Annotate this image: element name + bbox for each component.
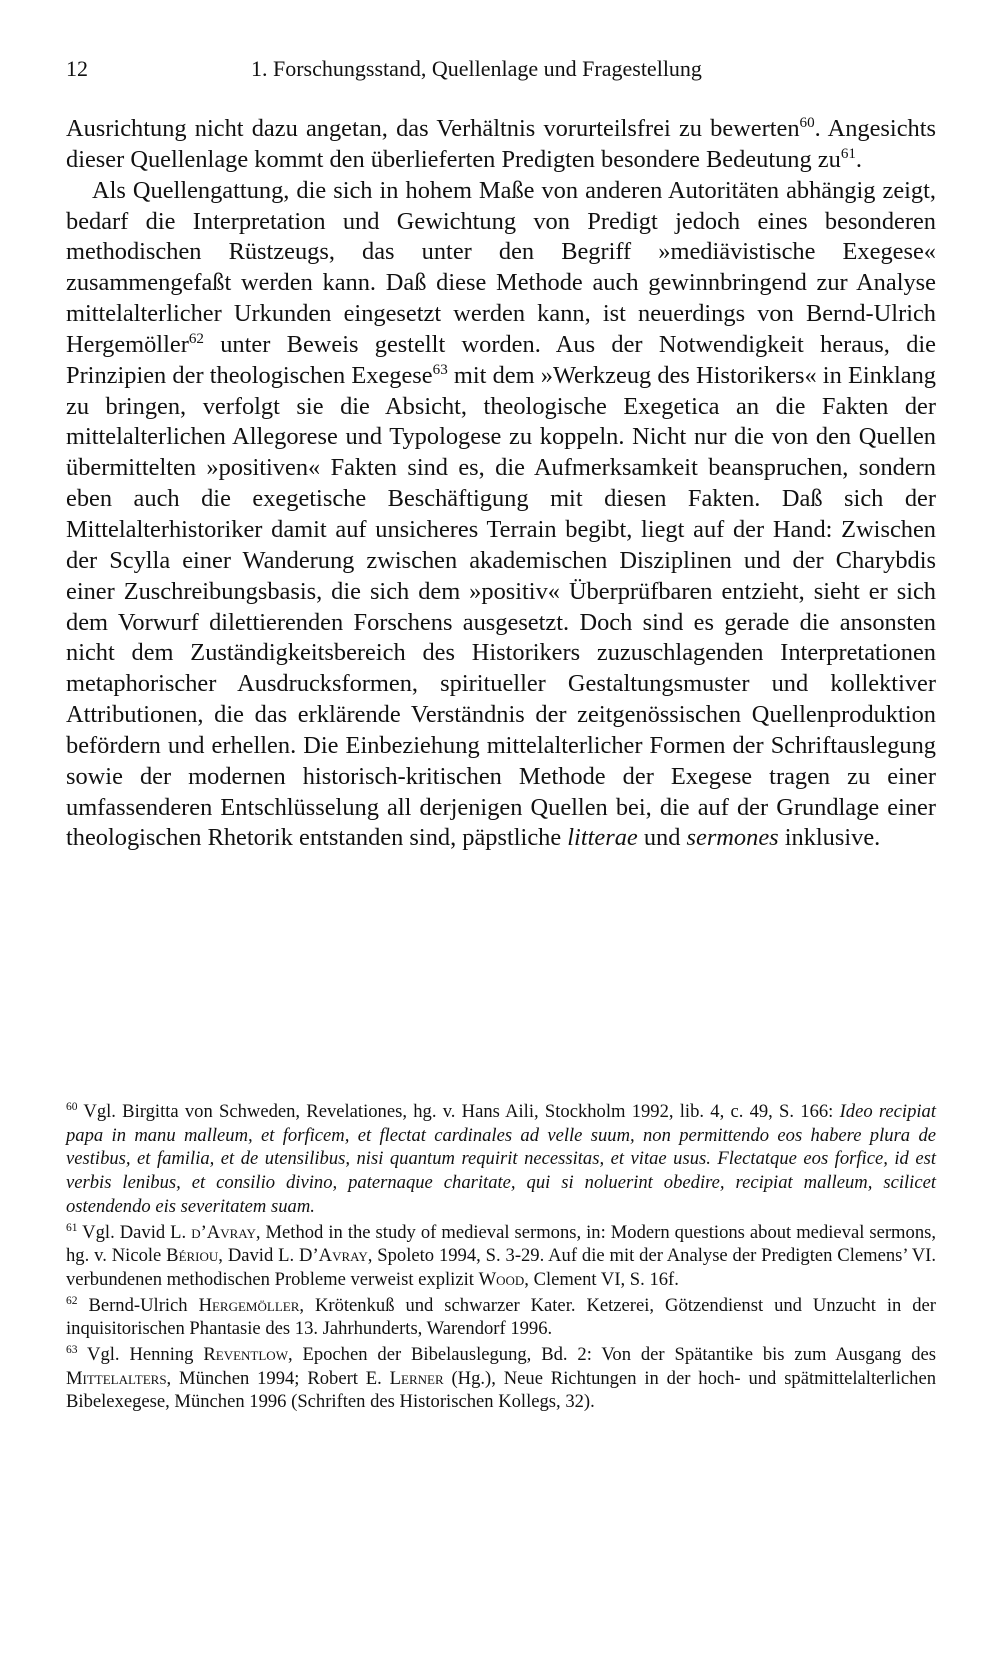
footnote-ref-61: 61 [840, 145, 856, 162]
text-run: unter Beweis gestellt worden. Aus der Notwendigkeit heraus, die Prinzipien der theologischen Exegese [66, 330, 936, 389]
latin-quote: Ideo recipiat papa in manu malleum, et forficem, et flectat cardinales ad velle suum, non permittendo eos habere plura de vestibus, et familia, et de utensilibus, nisi quantum requirit necessitas, et vitae usus. Flectatque eos forfice, id est verbis lenibus, et consilio divino, paternaque charitate, qui si noluerint obedire, recipiat malleum, scilicet ostendendo eis severitatem suam. [66, 1101, 936, 1217]
text-run: , Spoleto 1994, S. 3-29. Auf die mit der Analyse der Predigten Clemens’ VI. verbundenen methodischen Probleme verweist explizit [66, 1245, 936, 1290]
main-text [66, 114, 936, 854]
text-run: , Clement VI, S. 16f. [524, 1268, 679, 1290]
text-run: , Method in the study of medieval sermons, in: Modern questions about medieval sermons, hg. v. Nicole [66, 1221, 936, 1267]
text-run: Vgl. Birgitta von Schweden, Revelationes, hg. v. Hans Aili, Stockholm 1992, lib. 4, c. 49, S. 166: [77, 1101, 840, 1122]
footnote-number: 61 [66, 1221, 78, 1234]
text-run: , Krötenkuß und schwarzer Kater. Ketzerei, Götzendienst und Unzucht in der inquisitorischen Phantasie des 13. Jahrhunderts, Warendorf 1996. [66, 1294, 937, 1340]
footnote-61 [66, 1221, 936, 1292]
author-name: Lerner [389, 1367, 444, 1389]
footnote-ref-60: 60 [799, 114, 815, 131]
footnote-number: 63 [66, 1343, 78, 1356]
author-name: d’Avray [191, 1221, 256, 1243]
footnotes [66, 1100, 936, 1416]
author-name: Bériou [166, 1245, 219, 1267]
footnote-60 [66, 1100, 936, 1219]
author-name: Hergemöller [198, 1294, 300, 1316]
text-run: . [855, 145, 863, 173]
footnote-ref-62: 62 [188, 330, 204, 347]
italic-term: sermones [686, 824, 779, 852]
author-name: Reventlow [203, 1344, 288, 1366]
footnote-63 [66, 1343, 936, 1414]
text-run: , München 1994; Robert E. [166, 1367, 390, 1389]
text-run: (Hg.), Neue Richtungen in der hoch- und spätmittelalterlichen Bibelexegese, München 1996 (Schriften des Historischen Kollegs, 32). [66, 1367, 936, 1413]
italic-term: litterae [567, 824, 638, 852]
author-name: Wood [478, 1268, 525, 1290]
text-run: Vgl. Henning [77, 1344, 204, 1366]
paragraph-2 [66, 176, 936, 855]
footnote-62 [66, 1294, 936, 1341]
text-run: Als Quellengattung, die sich in hohem Maße von anderen Autoritäten abhängig zeigt, bedarf die Interpretation und Gewichtung von Predigt jedoch eines besonderen methodischen Rüstzeugs, das unter den Begriff »mediävistische Exegese« zusammengefaßt werden kann. Daß diese Methode auch gewinnbringend zur Analyse mittelalterlicher Urkunden eingesetzt werden kann, ist neuerdings von Bernd-Ulrich Hergemöller [66, 176, 936, 358]
text-run: und [637, 824, 687, 852]
text-run: , Epochen der Bibelauslegung, Bd. 2: Von der Spätantike bis zum Ausgang des [287, 1344, 937, 1366]
page-number: 12 [66, 56, 88, 81]
footnote-number: 60 [66, 1100, 78, 1113]
running-head: 1. Forschungsstand, Quellenlage und Fragestellung [251, 56, 702, 81]
text-run: Ausrichtung nicht dazu angetan, das Verhältnis vorurteilsfrei zu bewerten [66, 115, 800, 142]
text-run: Vgl. David L. [77, 1221, 192, 1243]
author-name: D’Avray [299, 1245, 368, 1267]
text-run: . Angesichts dieser Quellenlage kommt den überlieferten Predigten besondere Bedeutung zu [66, 115, 936, 173]
paragraph-1 [66, 114, 936, 176]
text-run: Bernd-Ulrich [77, 1294, 199, 1316]
text-run: inklusive. [778, 824, 881, 852]
small-caps-text: Mittelalters [66, 1367, 167, 1389]
footnote-ref-63: 63 [432, 361, 448, 378]
text-run: mit dem »Werkzeug des Historikers« in Einklang zu bringen, verfolgt sie die Absicht, theologische Exegetica an die Fakten der mittelalterlichen Allegorese und Typologese zu koppeln. Nicht nur die von den Quellen übermittelten »positiven« Fakten sind es, die Aufmerksamkeit beanspruchen, sondern eben auch die exegetische Beschäftigung mit diesen Fakten. Daß sich der Mittelalterhistoriker damit auf unsicheres Terrain begibt, liegt auf der Hand: Zwischen der Scylla einer Wanderung zwischen akademischen Disziplinen und der Charybdis einer Zuschreibungsbasis, die sich dem »positiv« Überprüfbaren entzieht, sieht er sich dem Vorwurf dilettierenden Forschens ausgesetzt. Doch sind es gerade die ansonsten nicht dem Zuständigkeitsbereich des Historikers zuzuschlagenden Interpretationen metaphorischer Ausdrucksformen, spiritueller Gestaltungsmuster und kollektiver Attributionen, die das erklärende Verständnis der zeitgenössischen Quellenproduktion befördern und erhellen. Die Einbeziehung mittelalterlicher Formen der Schriftauslegung sowie der modernen historisch-kritischen Methode der Exegese tragen zu einer umfassenderen Entschlüsselung all derjenigen Quellen bei, die auf der Grundlage einer theologischen Rhetorik entstanden sind, päpstliche [66, 361, 937, 852]
text-run: , David L. [218, 1245, 300, 1267]
footnote-number: 62 [66, 1294, 78, 1307]
